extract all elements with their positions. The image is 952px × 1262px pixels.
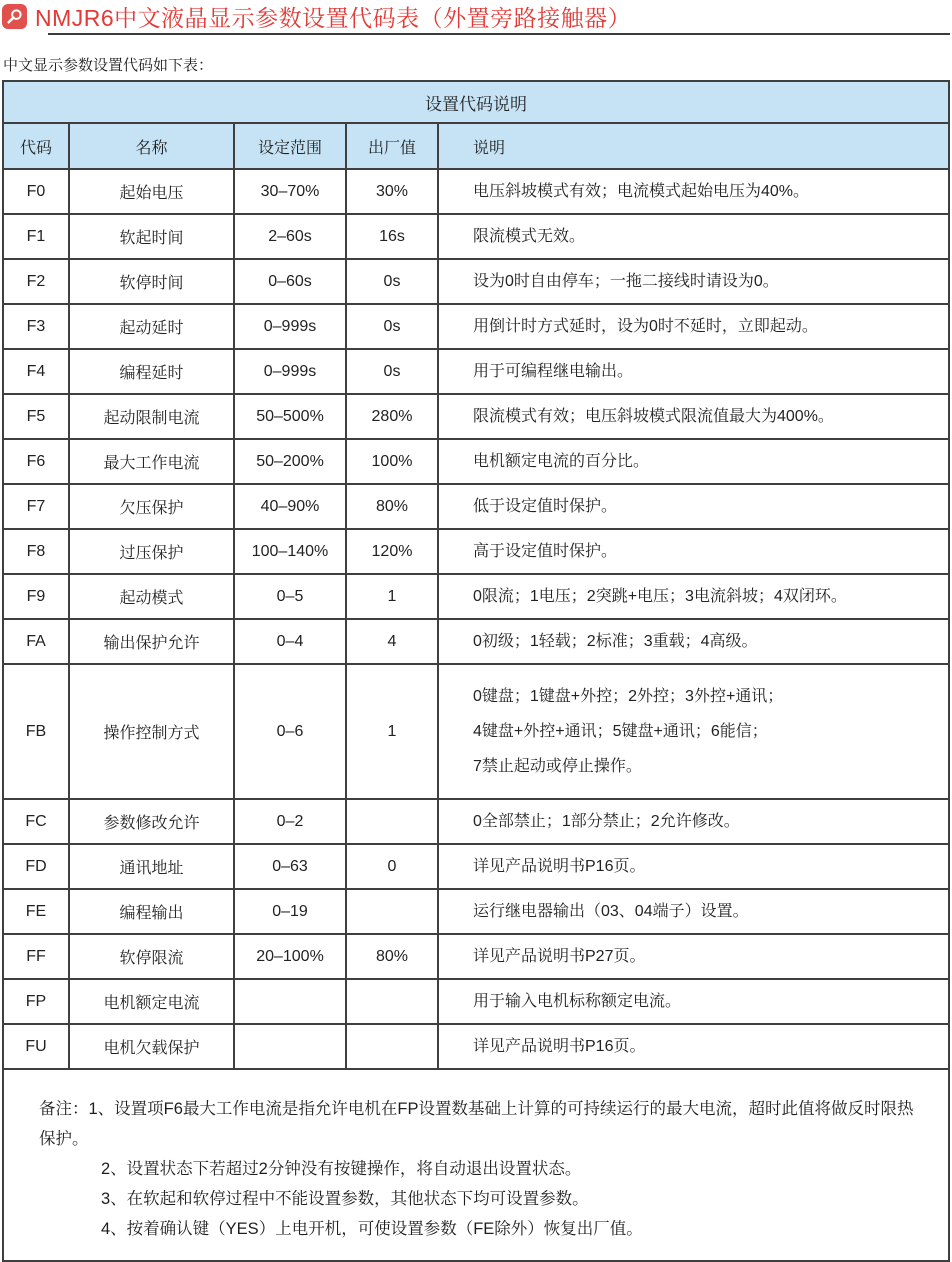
table-row-F8 — [3, 529, 949, 574]
desc-line: 限流模式无效。 — [473, 228, 586, 245]
code-cell: F9 — [3, 574, 69, 619]
name-cell: 软起时间 — [69, 214, 234, 259]
def-cell: 0s — [346, 349, 438, 394]
desc-line: 用于输入电机标称额定电流。 — [473, 993, 682, 1010]
note-text: 1、设置项F6最大工作电流是指允许电机在FP设置数基础上计算的可持续运行的最大电流，超时此值将做反时限热保护。 — [39, 1100, 914, 1148]
name-cell: 起动模式 — [69, 574, 234, 619]
table-row-F6 — [3, 439, 949, 484]
desc-line: 4键盘+外控+通讯；5键盘+通讯；6能信； — [473, 723, 768, 740]
col-header-default: 出厂值 — [346, 123, 438, 169]
desc-line: 电压斜坡模式有效；电流模式起始电压为40%。 — [473, 183, 810, 200]
title-divider — [48, 33, 950, 35]
def-cell: 4 — [346, 619, 438, 664]
def-cell: 0s — [346, 304, 438, 349]
range-cell: 0–19 — [234, 889, 346, 934]
code-cell: FU — [3, 1024, 69, 1069]
def-cell — [346, 799, 438, 844]
desc-cell — [438, 214, 949, 259]
table-caption-row — [3, 81, 949, 123]
code-cell: FC — [3, 799, 69, 844]
def-cell: 1 — [346, 574, 438, 619]
def-cell: 16s — [346, 214, 438, 259]
name-cell: 欠压保护 — [69, 484, 234, 529]
table-row-FB — [3, 664, 949, 799]
desc-line: 详见产品说明书P16页。 — [473, 1038, 646, 1055]
table-row-FU — [3, 1024, 949, 1069]
desc-line: 0全部禁止；1部分禁止；2允许修改。 — [473, 813, 740, 830]
note-item: 2、设置状态下若超过2分钟没有按键操作，将自动退出设置状态。 — [101, 1160, 582, 1178]
def-cell: 120% — [346, 529, 438, 574]
range-cell: 20–100% — [234, 934, 346, 979]
desc-line: 0限流；1电压；2突跳+电压；3电流斜坡；4双闭环。 — [473, 588, 847, 605]
code-cell: FB — [3, 664, 69, 799]
def-cell — [346, 979, 438, 1024]
desc-line: 0初级；1轻载；2标准；3重载；4高级。 — [473, 633, 758, 650]
range-cell: 0–2 — [234, 799, 346, 844]
table-row-F9 — [3, 574, 949, 619]
name-cell: 参数修改允许 — [69, 799, 234, 844]
code-cell: F2 — [3, 259, 69, 304]
desc-cell — [438, 529, 949, 574]
range-cell: 100–140% — [234, 529, 346, 574]
desc-line: 详见产品说明书P27页。 — [473, 948, 646, 965]
desc-cell — [438, 574, 949, 619]
range-cell: 40–90% — [234, 484, 346, 529]
desc-line: 运行继电器输出（03、04端子）设置。 — [473, 903, 749, 920]
desc-cell — [438, 1024, 949, 1069]
note-item: 3、在软起和软停过程中不能设置参数，其他状态下均可设置参数。 — [101, 1190, 589, 1208]
range-cell: 2–60s — [234, 214, 346, 259]
parameter-table — [2, 80, 950, 1070]
range-cell: 0–60s — [234, 259, 346, 304]
name-cell: 过压保护 — [69, 529, 234, 574]
table-row-F4 — [3, 349, 949, 394]
def-cell: 1 — [346, 664, 438, 799]
name-cell: 最大工作电流 — [69, 439, 234, 484]
def-cell — [346, 1024, 438, 1069]
table-row-FF — [3, 934, 949, 979]
notes-box — [2, 1070, 950, 1262]
desc-line: 电机额定电流的百分比。 — [473, 453, 650, 470]
desc-cell — [438, 484, 949, 529]
name-cell: 软停时间 — [69, 259, 234, 304]
name-cell: 编程输出 — [69, 889, 234, 934]
desc-cell — [438, 979, 949, 1024]
table-header-row — [3, 123, 949, 169]
range-cell — [234, 979, 346, 1024]
desc-cell — [438, 799, 949, 844]
code-cell: F6 — [3, 439, 69, 484]
code-cell: F5 — [3, 394, 69, 439]
col-header-range: 设定范围 — [234, 123, 346, 169]
notes-label: 备注： — [39, 1100, 89, 1118]
code-cell: FF — [3, 934, 69, 979]
table-row-FD — [3, 844, 949, 889]
desc-line: 设为0时自由停车；一拖二接线时请设为0。 — [473, 273, 779, 290]
range-cell: 30–70% — [234, 169, 346, 214]
table-row-F7 — [3, 484, 949, 529]
code-cell: F4 — [3, 349, 69, 394]
desc-cell — [438, 304, 949, 349]
table-row-FA — [3, 619, 949, 664]
range-cell: 0–6 — [234, 664, 346, 799]
range-cell: 0–63 — [234, 844, 346, 889]
desc-cell — [438, 889, 949, 934]
def-cell: 80% — [346, 484, 438, 529]
range-cell: 0–4 — [234, 619, 346, 664]
def-cell: 100% — [346, 439, 438, 484]
def-cell: 280% — [346, 394, 438, 439]
def-cell: 80% — [346, 934, 438, 979]
range-cell: 50–200% — [234, 439, 346, 484]
desc-cell — [438, 259, 949, 304]
range-cell: 0–999s — [234, 304, 346, 349]
desc-cell — [438, 169, 949, 214]
code-cell: F0 — [3, 169, 69, 214]
code-cell: FD — [3, 844, 69, 889]
desc-line: 低于设定值时保护。 — [473, 498, 618, 515]
name-cell: 电机欠载保护 — [69, 1024, 234, 1069]
def-cell: 30% — [346, 169, 438, 214]
col-header-name: 名称 — [69, 123, 234, 169]
name-cell: 操作控制方式 — [69, 664, 234, 799]
desc-line: 详见产品说明书P16页。 — [473, 858, 646, 875]
code-cell: FE — [3, 889, 69, 934]
magnifier-icon — [2, 4, 27, 29]
def-cell — [346, 889, 438, 934]
code-cell: FP — [3, 979, 69, 1024]
table-row-F1 — [3, 214, 949, 259]
name-cell: 通讯地址 — [69, 844, 234, 889]
range-cell: 50–500% — [234, 394, 346, 439]
table-row-F5 — [3, 394, 949, 439]
note-item: 4、按着确认键（YES）上电开机，可使设置参数（FE除外）恢复出厂值。 — [101, 1220, 643, 1238]
range-cell: 0–5 — [234, 574, 346, 619]
name-cell: 电机额定电流 — [69, 979, 234, 1024]
desc-cell — [438, 439, 949, 484]
name-cell: 编程延时 — [69, 349, 234, 394]
name-cell: 软停限流 — [69, 934, 234, 979]
code-cell: F1 — [3, 214, 69, 259]
desc-cell — [438, 934, 949, 979]
range-cell — [234, 1024, 346, 1069]
def-cell: 0 — [346, 844, 438, 889]
code-cell: FA — [3, 619, 69, 664]
table-row-F0 — [3, 169, 949, 214]
desc-cell — [438, 619, 949, 664]
desc-cell — [438, 844, 949, 889]
desc-line: 7禁止起动或停止操作。 — [473, 758, 642, 775]
desc-cell — [438, 349, 949, 394]
desc-line: 0键盘；1键盘+外控；2外控；3外控+通讯； — [473, 688, 784, 705]
name-cell: 起动延时 — [69, 304, 234, 349]
note-item — [39, 1094, 930, 1154]
table-row-F2 — [3, 259, 949, 304]
col-header-code: 代码 — [3, 123, 69, 169]
page-title: NMJR6中文液晶显示参数设置代码表（外置旁路接触器） — [35, 5, 632, 31]
range-cell: 0–999s — [234, 349, 346, 394]
table-body — [3, 169, 949, 1069]
desc-line: 限流模式有效；电压斜坡模式限流值最大为400%。 — [473, 408, 834, 425]
table-row-FE — [3, 889, 949, 934]
name-cell: 起动限制电流 — [69, 394, 234, 439]
table-row-FP — [3, 979, 949, 1024]
code-cell: F7 — [3, 484, 69, 529]
desc-line: 用于可编程继电输出。 — [473, 363, 634, 380]
code-cell: F3 — [3, 304, 69, 349]
code-cell: F8 — [3, 529, 69, 574]
table-row-F3 — [3, 304, 949, 349]
table-row-FC — [3, 799, 949, 844]
intro-text: 中文显示参数设置代码如下表： — [3, 57, 214, 74]
desc-cell — [438, 394, 949, 439]
page-header — [2, 0, 950, 30]
name-cell: 起始电压 — [69, 169, 234, 214]
def-cell: 0s — [346, 259, 438, 304]
desc-cell — [438, 664, 949, 799]
name-cell: 输出保护允许 — [69, 619, 234, 664]
desc-line: 用倒计时方式延时，设为0时不延时，立即起动。 — [473, 318, 818, 335]
table-caption: 设置代码说明 — [3, 81, 949, 123]
col-header-desc: 说明 — [438, 123, 949, 169]
desc-line: 高于设定值时保护。 — [473, 543, 618, 560]
